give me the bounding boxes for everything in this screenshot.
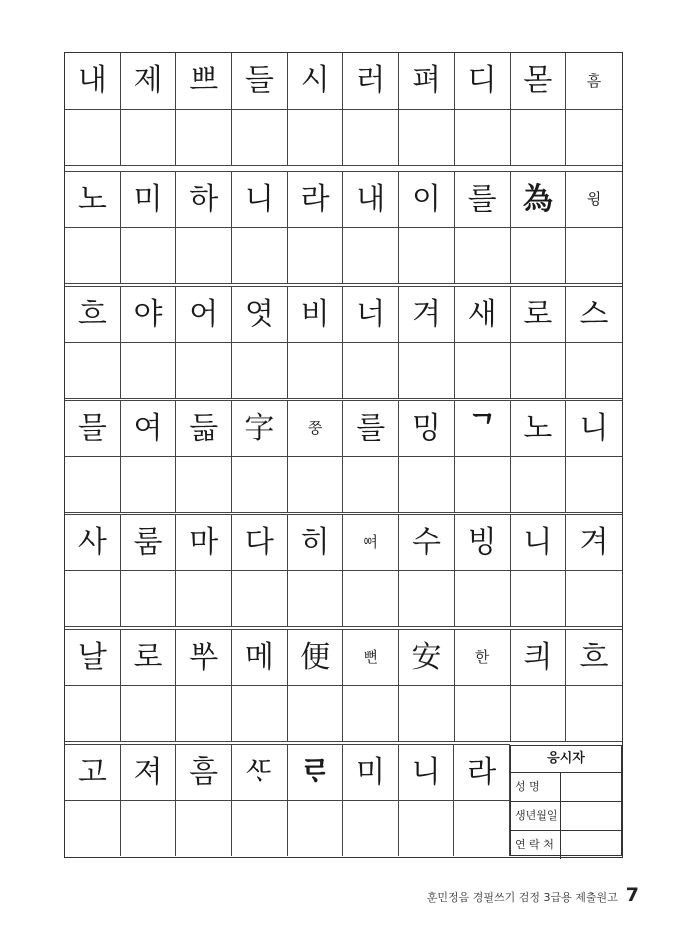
writing-cell[interactable] <box>343 109 399 165</box>
writing-cell[interactable] <box>566 685 622 741</box>
writing-cell[interactable] <box>176 800 232 856</box>
writing-cell[interactable] <box>288 109 344 165</box>
writing-cell[interactable] <box>511 685 567 741</box>
model-cell <box>343 400 399 456</box>
writing-cell[interactable] <box>65 342 121 398</box>
model-row-5 <box>65 514 622 570</box>
model-cell <box>455 53 511 109</box>
writing-cell[interactable] <box>65 456 121 512</box>
model-cell <box>343 744 399 800</box>
model-glyph: 뼌 <box>363 648 379 666</box>
model-glyph: 쁘 <box>189 63 219 98</box>
model-glyph: 메 <box>244 639 274 675</box>
model-glyph: 便 <box>300 639 331 675</box>
model-glyph: 고 <box>77 754 107 790</box>
writing-cell[interactable] <box>288 800 344 856</box>
model-cell <box>121 514 177 570</box>
model-cell <box>121 286 177 342</box>
writing-cell[interactable] <box>566 570 622 626</box>
writing-cell[interactable] <box>232 570 288 626</box>
model-cell <box>121 400 177 456</box>
model-glyph: 내 <box>77 63 107 98</box>
writing-cell[interactable] <box>511 342 567 398</box>
model-glyph: 겨 <box>411 296 441 332</box>
model-cell <box>232 286 288 342</box>
model-glyph: 니 <box>579 410 609 446</box>
row-separator <box>65 626 622 627</box>
model-glyph: 니 <box>244 181 274 217</box>
model-cell <box>399 400 455 456</box>
writing-cell[interactable] <box>399 227 455 283</box>
model-cell <box>399 286 455 342</box>
model-glyph: 安 <box>411 639 442 675</box>
writing-cell[interactable] <box>343 800 399 856</box>
model-cell <box>399 171 455 227</box>
writing-row-2 <box>65 227 622 283</box>
model-glyph: 져 <box>133 754 163 790</box>
footer-title: 훈민정음 경필쓰기 검정 3급용 제출원고 <box>426 891 618 904</box>
model-row-1 <box>65 53 622 109</box>
row-separator <box>65 165 622 166</box>
model-glyph: 니 <box>523 524 553 560</box>
writing-cell[interactable] <box>455 342 511 398</box>
model-glyph: 하 <box>189 181 219 217</box>
model-glyph: 몯 <box>523 63 553 98</box>
writing-cell[interactable] <box>65 685 121 741</box>
writing-cell[interactable] <box>65 570 121 626</box>
writing-cell[interactable] <box>232 342 288 398</box>
model-glyph: 너 <box>356 296 386 332</box>
model-glyph: 마 <box>189 524 219 560</box>
model-cell <box>343 629 399 685</box>
writing-cell[interactable] <box>121 685 177 741</box>
model-cell <box>232 400 288 456</box>
model-glyph: ᄅᆞ <box>300 754 330 790</box>
writing-row-6 <box>65 685 622 741</box>
model-glyph: 사 <box>77 524 107 560</box>
writing-cell[interactable] <box>176 342 232 398</box>
writing-cell[interactable] <box>511 570 567 626</box>
writing-cell[interactable] <box>232 227 288 283</box>
applicant-birth-field[interactable] <box>561 802 621 830</box>
model-glyph: 흠 <box>586 71 602 90</box>
model-cell <box>65 400 121 456</box>
model-cell <box>399 53 455 109</box>
model-cell <box>343 171 399 227</box>
writing-cell[interactable] <box>121 109 177 165</box>
model-glyph: ᄀ <box>467 410 497 446</box>
model-cell <box>288 400 344 456</box>
applicant-birth-row <box>511 802 621 831</box>
writing-cell[interactable] <box>343 685 399 741</box>
model-glyph: 노 <box>523 410 553 446</box>
writing-cell[interactable] <box>65 109 121 165</box>
model-glyph: 시 <box>300 63 330 98</box>
writing-cell[interactable] <box>399 570 455 626</box>
writing-cell[interactable] <box>65 227 121 283</box>
writing-row-4 <box>65 456 622 512</box>
model-glyph: 로 <box>133 639 163 675</box>
model-cell <box>455 171 511 227</box>
model-cell <box>511 171 567 227</box>
model-glyph: 듧 <box>189 410 219 446</box>
model-row-2 <box>65 171 622 227</box>
model-glyph: 라 <box>467 754 497 790</box>
writing-cell[interactable] <box>399 342 455 398</box>
model-cell <box>176 629 232 685</box>
writing-cell[interactable] <box>455 456 511 512</box>
writing-cell[interactable] <box>288 342 344 398</box>
writing-cell[interactable] <box>232 109 288 165</box>
writing-cell[interactable] <box>232 456 288 512</box>
writing-cell[interactable] <box>511 227 567 283</box>
model-cell <box>288 514 344 570</box>
model-cell <box>232 629 288 685</box>
model-glyph: 字 <box>244 410 275 446</box>
model-cell <box>176 53 232 109</box>
writing-cell[interactable] <box>288 456 344 512</box>
writing-cell[interactable] <box>121 227 177 283</box>
model-cell <box>454 744 510 800</box>
writing-cell[interactable] <box>399 456 455 512</box>
applicant-name-row <box>511 773 621 802</box>
writing-cell[interactable] <box>399 800 455 856</box>
model-glyph: ᄯᆞ <box>244 754 274 790</box>
writing-cell[interactable] <box>454 800 510 856</box>
model-glyph: 이 <box>411 181 441 217</box>
model-glyph: 날 <box>77 639 107 675</box>
model-cell <box>65 286 121 342</box>
writing-cell[interactable] <box>511 456 567 512</box>
model-cell <box>232 514 288 570</box>
model-glyph: 노 <box>77 181 107 217</box>
applicant-title: 응시자 <box>511 746 621 773</box>
model-glyph: 엿 <box>244 296 274 332</box>
model-row-4 <box>65 400 622 456</box>
model-cell <box>511 629 567 685</box>
model-glyph: 킈 <box>523 639 553 675</box>
model-glyph: 니 <box>411 754 441 790</box>
writing-cell[interactable] <box>455 227 511 283</box>
model-cell <box>65 629 121 685</box>
model-glyph: 비 <box>300 296 330 332</box>
model-glyph: 룸 <box>133 524 163 560</box>
writing-row-3 <box>65 342 622 398</box>
model-glyph: 미 <box>133 181 163 217</box>
model-glyph: 어 <box>189 296 219 332</box>
model-glyph: 여 <box>133 410 163 446</box>
model-glyph: 為 <box>522 181 553 217</box>
model-glyph: 디 <box>467 63 497 98</box>
model-glyph: 들 <box>244 63 274 98</box>
writing-cell[interactable] <box>176 456 232 512</box>
worksheet <box>64 52 623 858</box>
writing-cell[interactable] <box>343 456 399 512</box>
model-cell <box>176 514 232 570</box>
model-cell <box>288 629 344 685</box>
model-cell <box>399 744 455 800</box>
model-cell <box>566 53 622 109</box>
model-glyph: 빙 <box>467 524 497 560</box>
model-cell <box>288 171 344 227</box>
applicant-contact-field[interactable] <box>561 831 621 859</box>
model-glyph: 한 <box>474 648 490 666</box>
model-glyph: 쭝 <box>307 419 323 437</box>
writing-cell[interactable] <box>288 227 344 283</box>
model-glyph: ᄡᅮ <box>189 639 219 675</box>
writing-row-1 <box>65 109 622 165</box>
model-glyph: ᅇᅧ <box>363 533 379 551</box>
model-cell <box>65 744 121 800</box>
writing-cell[interactable] <box>121 342 177 398</box>
row-separator <box>65 741 622 742</box>
writing-row-7 <box>65 800 510 856</box>
writing-cell[interactable] <box>399 109 455 165</box>
writing-cell[interactable] <box>455 570 511 626</box>
model-cell <box>288 744 344 800</box>
row-separator <box>65 512 622 513</box>
writing-cell[interactable] <box>511 109 567 165</box>
model-cell <box>511 400 567 456</box>
writing-row-5 <box>65 570 622 626</box>
model-glyph: 스 <box>579 296 609 332</box>
model-cell <box>288 53 344 109</box>
model-row-7 <box>65 744 510 800</box>
model-cell <box>455 629 511 685</box>
writing-cell[interactable] <box>121 456 177 512</box>
model-cell <box>176 286 232 342</box>
model-glyph: 라 <box>300 181 330 217</box>
model-glyph: 미 <box>355 754 385 790</box>
writing-cell[interactable] <box>566 227 622 283</box>
writing-cell[interactable] <box>343 227 399 283</box>
writing-cell[interactable] <box>343 570 399 626</box>
model-glyph: 흐 <box>579 639 609 675</box>
model-cell <box>176 400 232 456</box>
model-cell <box>343 514 399 570</box>
model-cell <box>455 286 511 342</box>
model-cell <box>511 286 567 342</box>
model-cell <box>288 286 344 342</box>
applicant-name-label: 성 명 <box>511 773 561 801</box>
model-cell <box>121 53 177 109</box>
model-cell <box>232 744 288 800</box>
writing-cell[interactable] <box>288 685 344 741</box>
model-cell <box>121 744 177 800</box>
model-cell <box>343 286 399 342</box>
page-footer <box>427 884 639 906</box>
model-cell <box>121 171 177 227</box>
model-cell <box>232 53 288 109</box>
model-cell <box>232 171 288 227</box>
model-glyph: 윙 <box>586 190 602 208</box>
writing-cell[interactable] <box>566 456 622 512</box>
model-glyph: 를 <box>467 181 497 217</box>
model-row-6 <box>65 629 622 685</box>
model-cell <box>566 286 622 342</box>
writing-cell[interactable] <box>455 685 511 741</box>
writing-cell[interactable] <box>121 570 177 626</box>
writing-cell[interactable] <box>232 685 288 741</box>
model-glyph: 내 <box>356 181 386 217</box>
model-cell <box>65 514 121 570</box>
model-cell <box>455 400 511 456</box>
model-glyph: 새 <box>467 296 497 332</box>
writing-cell[interactable] <box>176 227 232 283</box>
model-cell <box>399 629 455 685</box>
model-cell <box>65 171 121 227</box>
model-cell <box>511 53 567 109</box>
model-cell <box>511 514 567 570</box>
model-cell <box>176 744 232 800</box>
model-glyph: 다 <box>244 524 274 560</box>
model-cell <box>566 171 622 227</box>
applicant-contact-row <box>511 831 621 859</box>
page-number: 7 <box>625 884 639 906</box>
model-cell <box>343 53 399 109</box>
model-cell <box>121 629 177 685</box>
applicant-name-field[interactable] <box>561 773 621 801</box>
writing-cell[interactable] <box>65 800 121 856</box>
model-glyph: 수 <box>411 524 441 560</box>
writing-cell[interactable] <box>176 109 232 165</box>
writing-cell[interactable] <box>288 570 344 626</box>
writing-cell[interactable] <box>455 109 511 165</box>
applicant-info-box <box>510 745 622 856</box>
model-cell <box>176 171 232 227</box>
row-separator <box>65 398 622 399</box>
model-cell <box>566 629 622 685</box>
writing-cell[interactable] <box>121 800 177 856</box>
writing-cell[interactable] <box>176 570 232 626</box>
model-glyph: 히 <box>300 524 330 560</box>
model-glyph: 믈 <box>77 410 107 446</box>
model-glyph: 겨 <box>579 524 609 560</box>
model-glyph: 러 <box>356 63 386 98</box>
writing-cell[interactable] <box>232 800 288 856</box>
model-glyph: 를 <box>356 410 386 446</box>
model-glyph: 야 <box>133 296 163 332</box>
row-separator <box>65 283 622 284</box>
writing-cell[interactable] <box>566 109 622 165</box>
writing-cell[interactable] <box>176 685 232 741</box>
writing-cell[interactable] <box>566 342 622 398</box>
model-cell <box>455 514 511 570</box>
model-cell <box>566 514 622 570</box>
model-row-3 <box>65 286 622 342</box>
model-glyph: 펴 <box>411 63 441 98</box>
model-cell <box>399 514 455 570</box>
model-cell <box>65 53 121 109</box>
model-glyph: 흠 <box>189 754 219 790</box>
model-glyph: 밍 <box>411 410 441 446</box>
model-glyph: 제 <box>133 63 163 98</box>
model-glyph: 흐 <box>77 296 107 332</box>
applicant-contact-label: 연 락 처 <box>511 831 561 859</box>
applicant-birth-label: 생년월일 <box>511 802 561 830</box>
writing-cell[interactable] <box>399 685 455 741</box>
writing-cell[interactable] <box>343 342 399 398</box>
model-glyph: 로 <box>523 296 553 332</box>
model-cell <box>566 400 622 456</box>
